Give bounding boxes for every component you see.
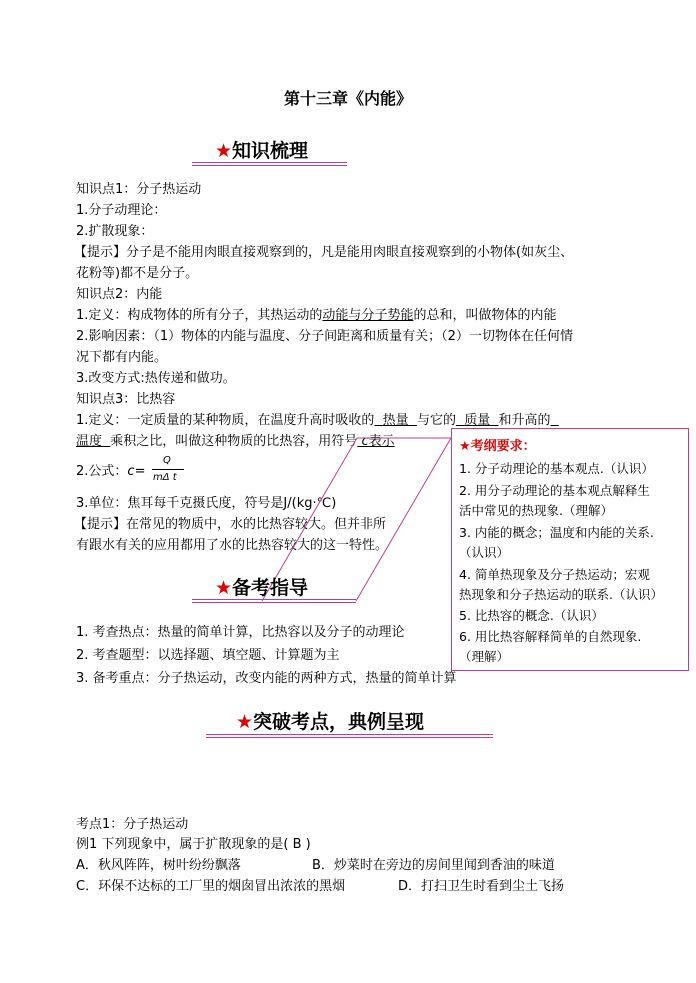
section-underline [192, 599, 356, 603]
section-label: 知识梳理 [232, 140, 309, 162]
section-label: 突破考点，典例呈现 [253, 711, 425, 733]
section-underline [206, 734, 493, 738]
option-c: C．环保不达标的工厂里的烟囱冒出浓浓的黑烟 [76, 879, 346, 894]
option-b: B．炒菜时在旁边的房间里闻到香油的味道 [312, 858, 555, 873]
section-heading-guide [215, 573, 308, 600]
kp1-tip-a: 【提示】分子是不能用肉眼直接观察到的，凡是能用肉眼直接观察到的小物体(如灰尘、 [74, 245, 574, 260]
kp3-unit: 3.单位：焦耳每千克摄氏度，符号是J/(kg·℃) [76, 496, 337, 511]
kp1-line1: 1.分子动理论： [76, 203, 167, 218]
star-icon: ★ [215, 577, 233, 599]
formula-denominator: mΔ t [153, 472, 177, 483]
kp2-influence-b: 况下都有内能。 [76, 350, 168, 365]
box-item6a: 6. 用比热容解释简单的自然现象. [459, 629, 642, 644]
kp3-heading: 知识点3：比热容 [76, 392, 176, 407]
guide-line1: 1. 考查热点：热量的简单计算，比热容以及分子的动理论 [76, 625, 405, 640]
kp3-tip-a: 【提示】在常见的物质中，水的比热容较大。但并非所 [74, 517, 387, 532]
box-item4b: 热现象和分子热运动的联系.（认识） [459, 587, 663, 602]
box-item3b: （认识） [459, 545, 510, 560]
box-item6b: （理解） [459, 649, 510, 664]
star-icon: ★ [236, 711, 254, 733]
box-item1: 1. 分子动理论的基本观点.（认识） [459, 461, 654, 476]
example-question: 例1 下列现象中，属于扩散现象的是( B ) [76, 837, 311, 852]
box-item3a: 3. 内能的概念；温度和内能的关系. [459, 525, 654, 540]
example-heading: 考点1：分子热运动 [76, 817, 189, 832]
kp3-definition-a: 1.定义：一定质量的某种物质，在温度升高时吸收的 热量 与它的 质量 和升高的 [76, 413, 551, 428]
kp3-formula: 2.公式：c= [76, 464, 146, 479]
kp1-heading: 知识点1：分子热运动 [76, 182, 202, 197]
option-d: D．打扫卫生时看到尘土飞扬 [398, 879, 565, 894]
kp3-definition-b: 温度 乘积之比，叫做这种物质的比热容，用符号 c表示 [76, 434, 395, 449]
page-title: 第十三章《内能》 [283, 89, 412, 108]
kp2-definition: 1.定义：构成物体的所有分子，其热运动的动能与分子势能的总和，叫做物体的内能 [76, 308, 557, 323]
kp2-influence-a: 2.影响因素：（1）物体的内能与温度、分子间距离和质量有关；（2）一切物体在任何情 [76, 329, 573, 344]
guide-line3: 3. 备考重点：分子热运动，改变内能的两种方式，热量的简单计算 [76, 671, 457, 686]
kp2-ways: 3.改变方式:热传递和做功。 [76, 371, 236, 386]
section-label: 备考指导 [232, 577, 309, 599]
guide-line2: 2. 考查题型：以选择题、填空题、计算题为主 [76, 648, 340, 663]
kp3-tip-b: 有跟水有关的应用都用了水的比热容较大的这一特性。 [76, 538, 389, 553]
exam-requirements-box [451, 428, 689, 671]
kp1-line2: 2.扩散现象： [76, 224, 154, 239]
star-icon: ★ [215, 140, 233, 162]
box-item2b: 活中常见的热现象.（理解） [459, 503, 613, 518]
option-a: A．秋风阵阵，树叶纷纷飘落 [76, 858, 241, 873]
box-item5: 5. 比热容的概念.（认识） [459, 608, 604, 623]
kp2-heading: 知识点2：内能 [76, 287, 163, 302]
section-heading-examples [236, 707, 424, 734]
box-item2a: 2. 用分子动理论的基本观点解释生 [459, 483, 650, 498]
box-header: ★考纲要求： [459, 439, 536, 454]
kp1-tip-b: 花粉等)都不是分子。 [76, 266, 199, 281]
box-item4a: 4. 简单热现象及分子热运动；宏观 [459, 567, 650, 582]
formula-numerator: Q [163, 455, 171, 466]
